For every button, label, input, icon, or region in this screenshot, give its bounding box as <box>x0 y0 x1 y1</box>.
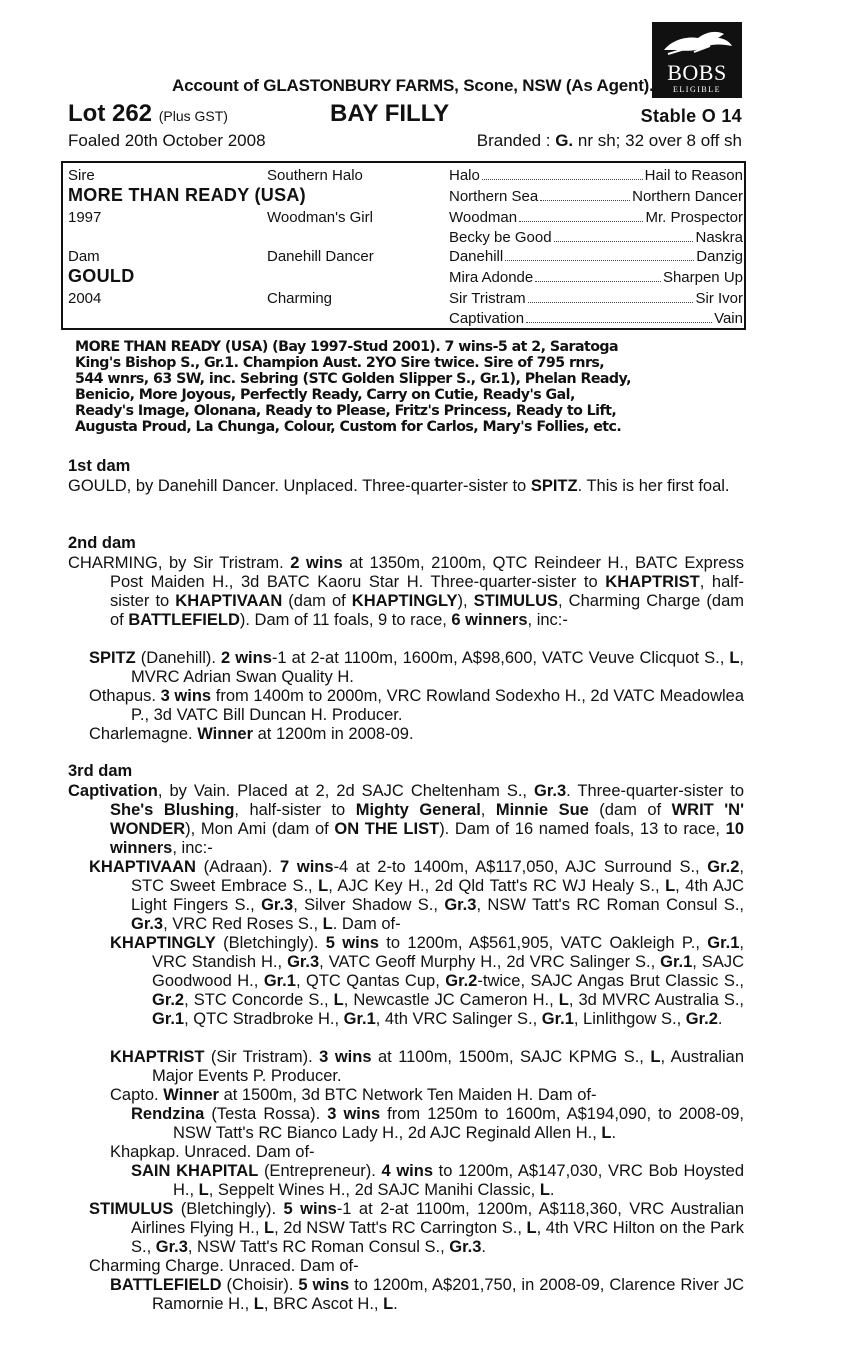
horse-icon <box>658 28 736 60</box>
progeny-charming-charge: Charming Charge. Unraced. Dam of- <box>89 1257 359 1275</box>
ancestor-row: Danehill Danzig <box>449 248 743 265</box>
plus-gst: (Plus GST) <box>158 108 228 124</box>
first-dam-heading: 1st dam <box>68 457 131 475</box>
progeny-rendzina: Rendzina (Testa Rossa). 3 wins from 1250m to 1600m, A$194,090, to 2008-09, NSW Tatt's RC Bianco Lady H., 2d AJC Reginald Allen H., L. <box>131 1105 745 1142</box>
progeny-spitz: SPITZ (Danehill). 2 wins-1 at 2-at 1100m, 1600m, A$98,600, VATC Veuve Clicquot S., L, MVRC Adrian Swan Quality H. <box>89 649 744 686</box>
progeny-khapkap: Khapkap. Unraced. Dam of- <box>110 1143 315 1161</box>
lot-label: Lot 262 <box>68 100 153 127</box>
second-dam-text: CHARMING, by Sir Tristram. 2 wins at 1350m, 2100m, QTC Reindeer H., BATC Express Post Maiden H., 3d BATC Kaoru Star H. Three-quarter-sister to KHAPTRIST, half-sister to KHAPTIVAAN (dam of KHAPTINGLY), STIMULUS, Charming Charge (dam of BATTLEFIELD). Dam of 11 foals, 9 to race, 6 winners, inc:- <box>68 554 745 629</box>
branded-label: Branded : <box>476 131 556 150</box>
third-dam-text: Captivation, by Vain. Placed at 2, 2d SAJC Cheltenham S., Gr.3. Three-quarter-sister to She's Blushing, half-sister to Mighty General, Minnie Sue (dam of WRIT 'N' WONDER), Mon Ami (dam of ON THE LIST). Dam of 16 named foals, 13 to race, 10 winners, inc:- <box>68 782 744 857</box>
ancestor-row: Northern Sea Northern Dancer <box>449 188 743 205</box>
stable-location: Stable O 14 <box>640 106 742 126</box>
sire-name: MORE THAN READY (USA) <box>68 185 306 205</box>
ancestor-row: Halo Hail to Reason <box>449 167 743 184</box>
progeny-sain-khapital: SAIN KHAPITAL (Entrepreneur). 4 wins to 1200m, A$147,030, VRC Bob Hoysted H., L, Seppelt Wines H., 2d SAJC Manihi Classic, L. <box>131 1162 744 1199</box>
foaled-date: Foaled 20th October 2008 <box>68 131 266 150</box>
summary-line: 544 wnrs, 63 SW, inc. Sebring (STC Golden Slipper S., Gr.1), Phelan Ready, <box>75 371 631 387</box>
ancestor-row: Mira Adonde Sharpen Up <box>449 269 743 286</box>
ancestor-row: Becky be Good Naskra <box>449 229 743 246</box>
summary-line: MORE THAN READY (USA) (Bay 1997-Stud 2001). 7 wins-5 at 2, Saratoga <box>75 339 619 355</box>
second-dam-heading: 2nd dam <box>68 534 136 552</box>
ancestor-row: Sir Tristram Sir Ivor <box>449 290 743 307</box>
dam-dam: Charming <box>267 290 333 307</box>
summary-line: Augusta Proud, La Chunga, Colour, Custom for Carlos, Mary's Follies, etc. <box>75 419 622 435</box>
branded-rest: nr sh; 32 over 8 off sh <box>573 131 742 150</box>
third-dam-heading: 3rd dam <box>68 762 133 780</box>
first-dam-text: GOULD, by Danehill Dancer. Unplaced. Three-quarter-sister to SPITZ. This is her first foal. <box>68 477 730 495</box>
horse-title: BAY FILLY <box>330 100 450 127</box>
lot-number <box>68 100 228 128</box>
sire-summary <box>75 339 741 435</box>
progeny-charlemagne: Charlemagne. Winner at 1200m in 2008-09. <box>89 725 414 743</box>
dam-sire: Danehill Dancer <box>267 248 374 265</box>
bobs-eligible-logo <box>652 22 742 98</box>
progeny-khaptingly: KHAPTINGLY (Bletchingly). 5 wins to 1200m, A$561,905, VATC Oakleigh P., Gr.1, VRC Standish H., Gr.3, VATC Geoff Murphy H., 2d VRC Salinger S., Gr.1, SAJC Goodwood H., Gr.1, QTC Qantas Cup, Gr.2-twice, SAJC Angas Brut Classic S., Gr.2, STC Concorde S., L, Newcastle JC Cameron H., L, 3d MVRC Australia S., Gr.1, QTC Stradbroke H., Gr.1, 4th VRC Salinger S., Gr.1, Linlithgow S., Gr.2. <box>110 934 744 1028</box>
progeny-khaptivaan: KHAPTIVAAN (Adraan). 7 wins-4 at 2-to 1400m, A$117,050, AJC Surround S., Gr.2, STC Sweet Embrace S., L, AJC Key H., 2d Qld Tatt's RC WJ Healy S., L, 4th AJC Light Fingers S., Gr.3, Silver Shadow S., Gr.3, NSW Tatt's RC Roman Consul S., Gr.3, VRC Red Roses S., L. Dam of- <box>89 858 744 933</box>
logo-text: BOBS <box>667 60 727 85</box>
dam-year: 2004 <box>68 290 102 307</box>
vendor-account: Account of GLASTONBURY FARMS, Scone, NSW (As Agent). <box>172 76 654 95</box>
brand-info <box>477 131 742 151</box>
progeny-khaptrist: KHAPTRIST (Sir Tristram). 3 wins at 1100m, 1500m, SAJC KPMG S., L, Australian Major Events P. Producer. <box>110 1048 744 1085</box>
summary-line: Benicio, More Joyous, Perfectly Ready, Carry on Cutie, Ready's Gal, <box>75 387 575 403</box>
sire-label: Sire <box>68 167 95 184</box>
brand-mark: G. <box>555 131 574 150</box>
dam-label: Dam <box>68 248 100 265</box>
dam-name: GOULD <box>68 266 135 286</box>
progeny-stimulus: STIMULUS (Bletchingly). 5 wins-1 at 2-at 1100m, 1200m, A$118,360, VRC Australian Airlines Flying H., L, 2d NSW Tatt's RC Carrington S., L, 4th VRC Hilton on the Park S., Gr.3, NSW Tatt's RC Roman Consul S., Gr.3. <box>89 1200 744 1256</box>
progeny-capto: Capto. Winner at 1500m, 3d BTC Network Ten Maiden H. Dam of- <box>110 1086 597 1104</box>
ancestor-row: Woodman Mr. Prospector <box>449 209 743 226</box>
sire-sire: Southern Halo <box>267 167 363 184</box>
logo-subtext: ELIGIBLE <box>673 85 721 94</box>
sire-dam: Woodman's Girl <box>267 209 373 226</box>
summary-line: Ready's Image, Olonana, Ready to Please, Fritz's Princess, Ready to Lift, <box>75 403 617 419</box>
sire-year: 1997 <box>68 209 102 226</box>
progeny-othapus: Othapus. 3 wins from 1400m to 2000m, VRC Rowland Sodexho H., 2d VATC Meadowlea P., 3d VATC Bill Duncan H. Producer. <box>89 687 745 724</box>
progeny-battlefield: BATTLEFIELD (Choisir). 5 wins to 1200m, A$201,750, in 2008-09, Clarence River JC Ramornie H., L, BRC Ascot H., L. <box>110 1276 744 1313</box>
pedigree-table <box>61 161 746 330</box>
summary-line: King's Bishop S., Gr.1. Champion Aust. 2YO Sire twice. Sire of 795 rnrs, <box>75 355 605 371</box>
ancestor-row: Captivation Vain <box>449 310 743 327</box>
